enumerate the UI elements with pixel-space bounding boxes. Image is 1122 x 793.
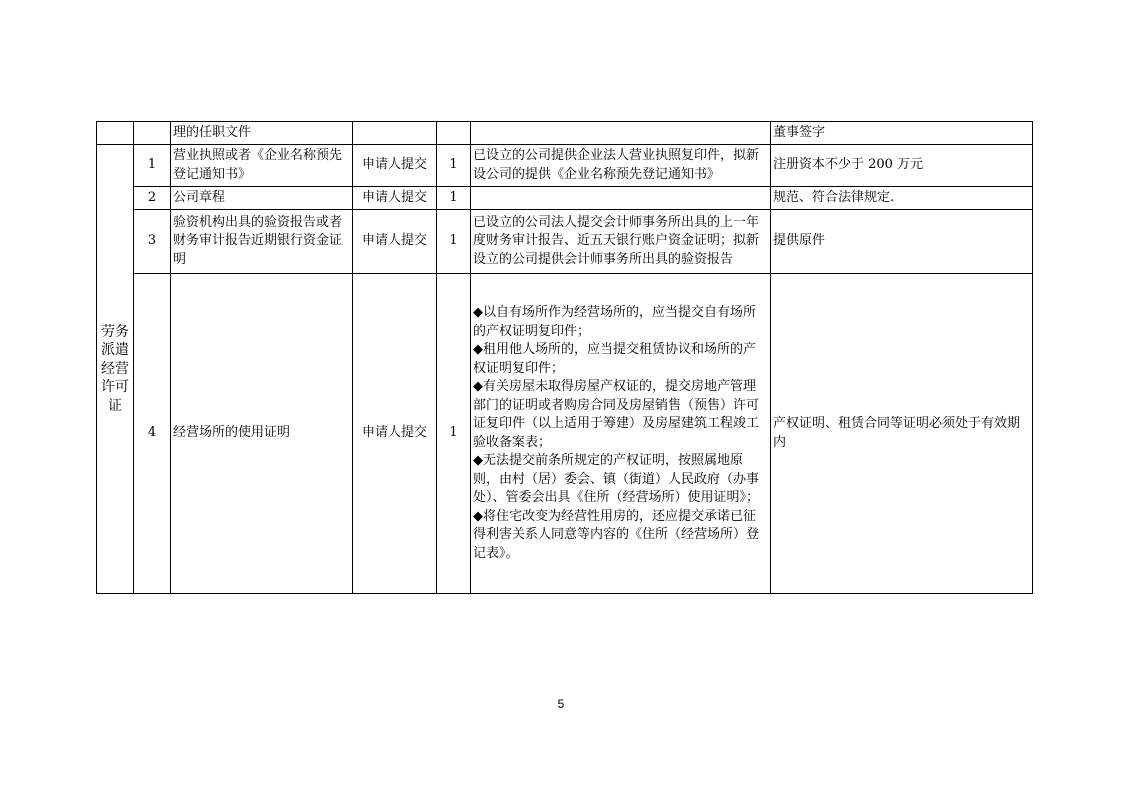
source-cell: 申请人提交	[353, 274, 437, 594]
cell-blank	[471, 122, 771, 145]
source-cell: 申请人提交	[353, 145, 437, 187]
requirement-line: ◆租用他人场所的，应当提交租赁协议和场所的产权证明复印件；	[473, 342, 756, 376]
table-row	[97, 210, 1033, 274]
requirement-line: ◆将住宅改变为经营性用房的，还应提交承诺已征得利害关系人同意等内容的《住所（经营场所）登记表》。	[473, 508, 760, 561]
row-number-cell: 2	[134, 187, 171, 210]
requirement-line: 已设立的公司法人提交会计师事务所出具的上一年度财务审计报告、近五天银行账户资金证明；拟新设立的公司提供会计师事务所出具的验资报告	[473, 214, 760, 267]
table-row	[97, 187, 1033, 210]
category-cell: 劳务派遣经营许可证	[97, 145, 134, 594]
requirement-line: ◆以自有场所作为经营场所的，应当提交自有场所的产权证明复印件；	[473, 305, 756, 339]
requirement-cell	[471, 210, 771, 274]
materials-table	[96, 121, 1033, 594]
requirement-cell	[471, 274, 771, 594]
copies-cell: 1	[437, 145, 471, 187]
row-number-cell: 3	[134, 210, 171, 274]
remark-cell: 规范、符合法律规定.	[771, 187, 1033, 210]
source-cell: 申请人提交	[353, 210, 437, 274]
material-name-cell: 营业执照或者《企业名称预先登记通知书》	[171, 145, 353, 187]
remark-cell: 注册资本不少于 200 万元	[771, 145, 1033, 187]
copies-cell: 1	[437, 187, 471, 210]
remark-cell: 提供原件	[771, 210, 1033, 274]
requirement-line: 已设立的公司提供企业法人营业执照复印件，拟新设公司的提供《企业名称预先登记通知书》	[473, 148, 760, 182]
continuation-row	[97, 122, 1033, 145]
material-name-cell: 验资机构出具的验资报告或者财务审计报告近期银行资金证明	[171, 210, 353, 274]
row-number-cell: 4	[134, 274, 171, 594]
material-name-cell: 理的任职文件	[171, 122, 353, 145]
cell-blank	[437, 122, 471, 145]
material-name-cell: 经营场所的使用证明	[171, 274, 353, 594]
source-cell: 申请人提交	[353, 187, 437, 210]
page-number: 5	[557, 697, 565, 711]
copies-cell: 1	[437, 210, 471, 274]
material-name-cell: 公司章程	[171, 187, 353, 210]
cell-blank	[353, 122, 437, 145]
requirement-line: ◆无法提交前条所规定的产权证明，按照属地原则，由村（居）委会、镇（街道）人民政府（办事处）、管委会出具《住所（经营场所）使用证明》；	[473, 453, 760, 505]
copies-cell: 1	[437, 274, 471, 594]
row-number-cell: 1	[134, 145, 171, 187]
cell-blank	[134, 122, 171, 145]
remark-cell: 董事签字	[771, 122, 1033, 145]
requirement-line: ◆有关房屋未取得房屋产权证的，提交房地产管理部门的证明或者购房合同及房屋销售（预售）许可证复印件（以上适用于筹建）及房屋建筑工程竣工验收备案表；	[473, 379, 760, 450]
table-row	[97, 145, 1033, 187]
table-row	[97, 274, 1033, 594]
remark-cell: 产权证明、租赁合同等证明必须处于有效期内	[771, 274, 1033, 594]
requirement-cell	[471, 187, 771, 210]
requirement-cell	[471, 145, 771, 187]
cell-blank	[97, 122, 134, 145]
